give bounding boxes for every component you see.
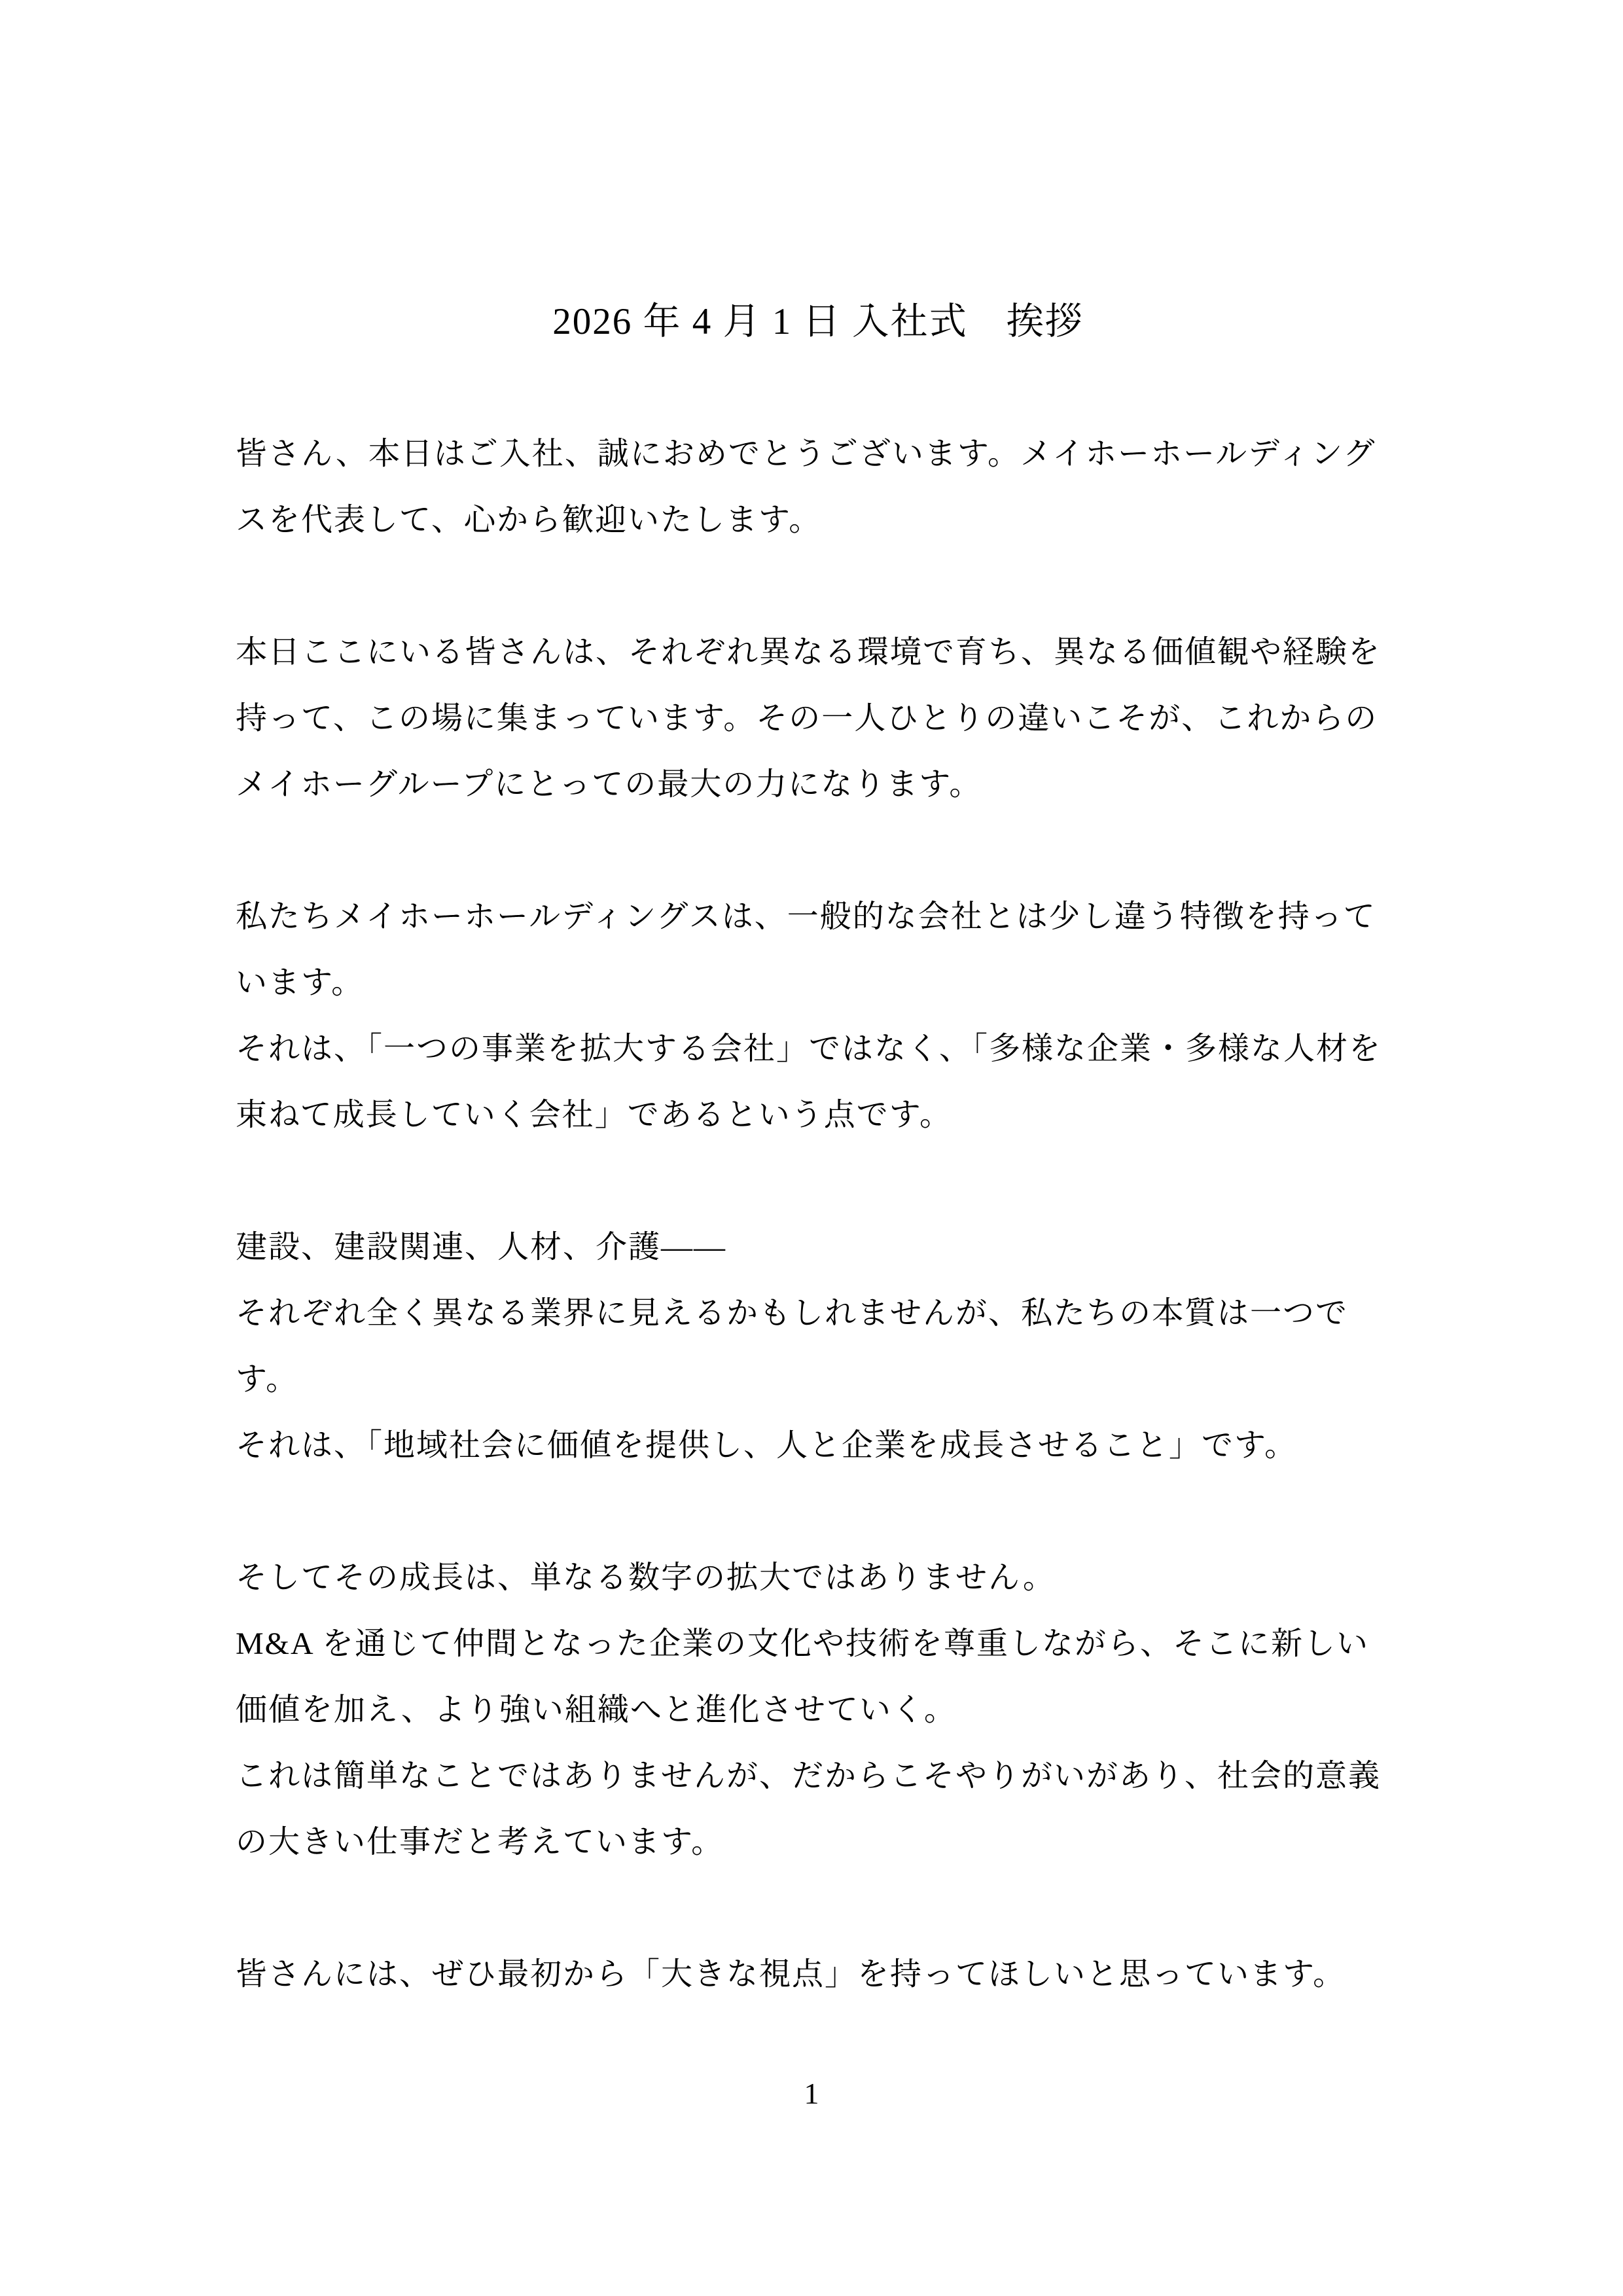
- text-line: 建設、建設関連、人材、介護——: [236, 1230, 727, 1265]
- text-line: 本日ここにいる皆さんは、それぞれ異なる環境で育ち、異なる価値観や経験を: [236, 635, 1382, 670]
- paragraph-business-domains: [236, 1214, 1400, 1479]
- text-line: それは、「一つの事業を拡大する会社」ではなく、「多様な企業・多様な人材を: [236, 1031, 1382, 1066]
- paragraph-greeting: [236, 421, 1400, 553]
- text-line: これは簡単なことではありませんが、だからこそやりがいがあり、社会的意義: [236, 1759, 1382, 1793]
- paragraph-growth-meaning: [236, 1545, 1400, 1875]
- text-line: M&A を通じて仲間となった企業の文化や技術を尊重しながら、そこに新しい: [236, 1626, 1370, 1661]
- text-line: 皆さん、本日はご入社、誠におめでとうございます。メイホーホールディング: [236, 437, 1376, 471]
- paragraph-company-feature: [236, 884, 1400, 1148]
- text-line: 持って、この場に集まっています。その一人ひとりの違いこそが、これからの: [236, 701, 1378, 736]
- text-line: います。: [236, 965, 365, 1000]
- text-line: そしてその成長は、単なる数字の拡大ではありません。: [236, 1560, 1056, 1595]
- text-line: メイホーグループにとっての最大の力になります。: [236, 767, 982, 802]
- paragraph-diversity: [236, 619, 1400, 817]
- text-line: 皆さんには、ぜひ最初から「大きな視点」を持ってほしいと思っています。: [236, 1957, 1346, 1992]
- text-line: 価値を加え、より強い組織へと進化させていく。: [236, 1693, 957, 1727]
- text-line: す。: [236, 1362, 299, 1397]
- text-line: 私たちメイホーホールディングスは、一般的な会社とは少し違う特徴を持って: [236, 899, 1376, 934]
- page-number: 1: [804, 2077, 819, 2110]
- text-line: の大きい仕事だと考えています。: [236, 1825, 724, 1859]
- document-title: 2026 年 4 月 1 日 入社式 挨拶: [552, 301, 1084, 342]
- text-line: それぞれ全く異なる業界に見えるかもしれませんが、私たちの本質は一つで: [236, 1296, 1349, 1331]
- text-line: スを代表して、心から歓迎いたします。: [236, 503, 822, 537]
- document-content: [236, 0, 1400, 2007]
- paragraph-big-perspective: [236, 1941, 1400, 2007]
- text-line: それは、「地域社会に価値を提供し、人と企業を成長させること」です。: [236, 1428, 1298, 1463]
- text-line: 束ねて成長していく会社」であるという点です。: [236, 1098, 952, 1132]
